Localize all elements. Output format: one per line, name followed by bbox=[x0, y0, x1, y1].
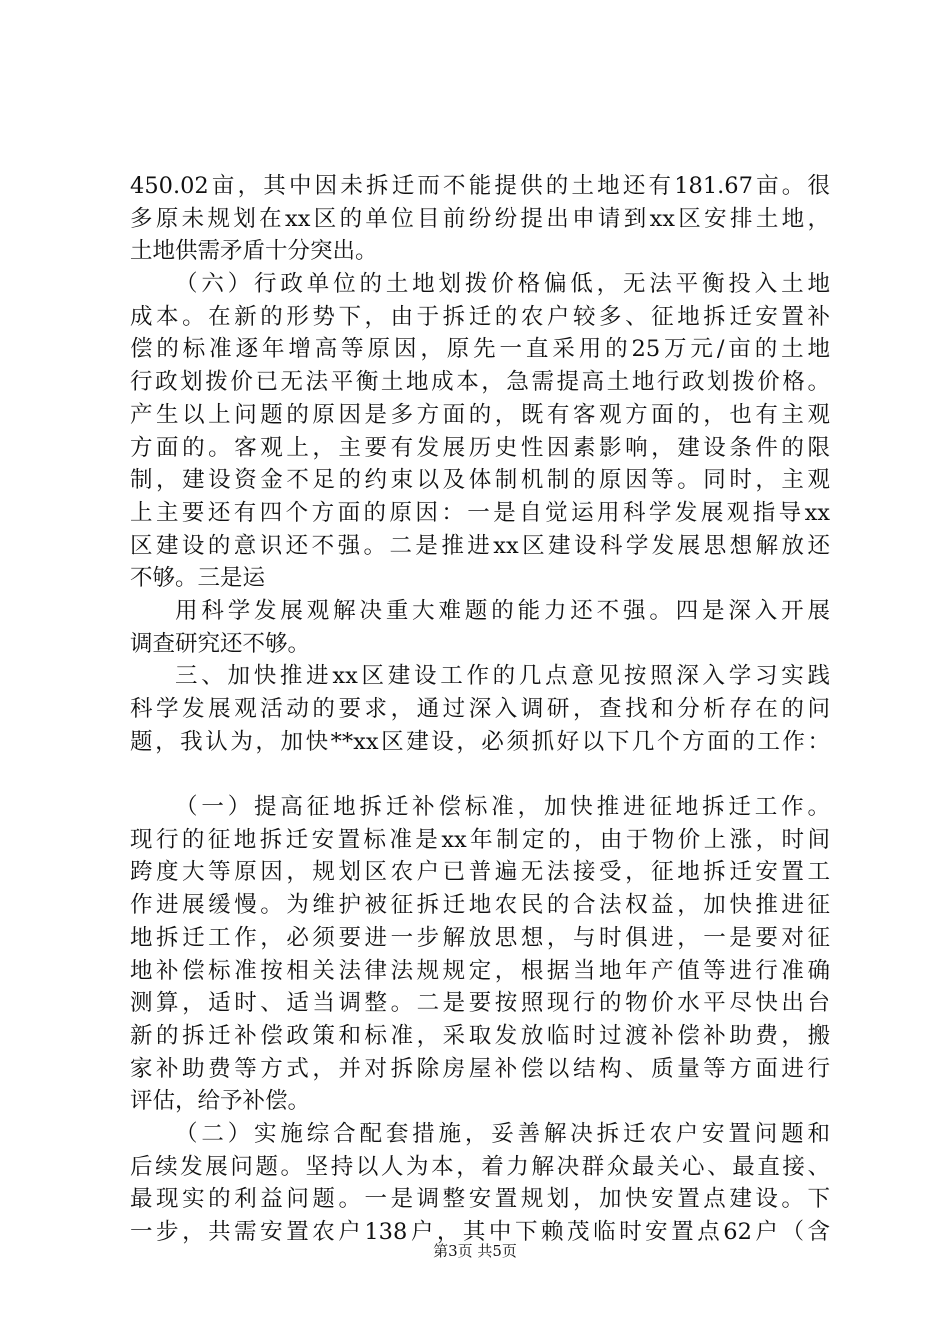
text-line: 不够。三是运 bbox=[130, 565, 266, 592]
text-line: 家补助费等方式，并对拆除房屋补偿以结构、质量等方面进行 bbox=[130, 1055, 830, 1082]
section-3-heading-line: 三、加快推进xx区建设工作的几点意见按照深入学习实践 bbox=[175, 663, 830, 690]
text-line: 新的拆迁补偿政策和标准，采取发放临时过渡补偿补助费，搬 bbox=[130, 1022, 830, 1049]
text-line: 多原未规划在xx区的单位目前纷纷提出申请到xx区安排土地， bbox=[130, 205, 830, 232]
text-line: 最现实的利益问题。一是调整安置规划，加快安置点建设。下 bbox=[130, 1186, 830, 1213]
text-line: 制，建设资金不足的约束以及体制机制的原因等。同时，主观 bbox=[130, 467, 830, 494]
paragraph-gap bbox=[130, 758, 830, 791]
text-line: 方面的。客观上，主要有发展历史性因素影响，建设条件的限 bbox=[130, 434, 830, 461]
text-line: 调查研究还不够。 bbox=[130, 630, 311, 657]
text-line: 一步，共需安置农户138户，其中下赖茂临时安置点62户（含 bbox=[130, 1219, 830, 1245]
text-line: 科学发展观活动的要求，通过深入调研，查找和分析存在的问 bbox=[130, 696, 830, 722]
text-line: 跨度大等原因，规划区农户已普遍无法接受，征地拆迁安置工 bbox=[130, 859, 830, 886]
text-line: 评估，给予补偿。 bbox=[130, 1088, 311, 1115]
text-line: 上主要还有四个方面的原因：一是自觉运用科学发展观指导xx bbox=[130, 499, 830, 526]
text-line: 区建设的意识还不强。二是推进xx区建设科学发展思想解放还 bbox=[130, 532, 830, 559]
text-line: 土地供需矛盾十分突出。 bbox=[130, 238, 378, 265]
section-6-heading-line: （六）行政单位的土地划拨价格偏低，无法平衡投入土地 bbox=[175, 271, 830, 298]
text-line: 行政划拨价已无法平衡土地成本，急需提高土地行政划拨价格。 bbox=[130, 369, 830, 396]
text-line: 偿的标准逐年增高等原因，原先一直采用的25万元/亩的土地 bbox=[130, 336, 830, 363]
text-line: 产生以上问题的原因是多方面的，既有客观方面的，也有主观 bbox=[130, 401, 830, 428]
text-line: 成本。在新的形势下，由于拆迁的农户较多、征地拆迁安置补 bbox=[130, 303, 830, 330]
text-line: 题，我认为，加快**xx区建设，必须抓好以下几个方面的工作： bbox=[130, 728, 830, 755]
text-line: 测算，适时、适当调整。二是要按照现行的物价水平尽快出台 bbox=[130, 990, 830, 1017]
text-line: 现行的征地拆迁安置标准是xx年制定的，由于物价上涨，时间 bbox=[130, 826, 830, 853]
subsection-1-heading-line: （一）提高征地拆迁补偿标准，加快推进征地拆迁工作。 bbox=[175, 794, 830, 821]
text-line: 地补偿标准按相关法律法规规定，根据当地年产值等进行准确 bbox=[130, 957, 830, 984]
page-number-footer: 第3页 共5页 bbox=[433, 1242, 517, 1260]
text-line: 后续发展问题。坚持以人为本，着力解决群众最关心、最直接、 bbox=[130, 1153, 830, 1180]
document-body bbox=[130, 170, 830, 1249]
subsection-2-heading-line: （二）实施综合配套措施，妥善解决拆迁农户安置问题和 bbox=[175, 1120, 830, 1147]
text-line: 用科学发展观解决重大难题的能力还不强。四是深入开展 bbox=[175, 597, 830, 624]
text-line: 作进展缓慢。为维护被征拆迁地农民的合法权益，加快推进征 bbox=[130, 892, 830, 919]
text-line: 450.02亩，其中因未拆迁而不能提供的土地还有181.67亩。很 bbox=[130, 173, 830, 199]
text-line: 地拆迁工作，必须要进一步解放思想，与时俱进，一是要对征 bbox=[130, 924, 830, 951]
